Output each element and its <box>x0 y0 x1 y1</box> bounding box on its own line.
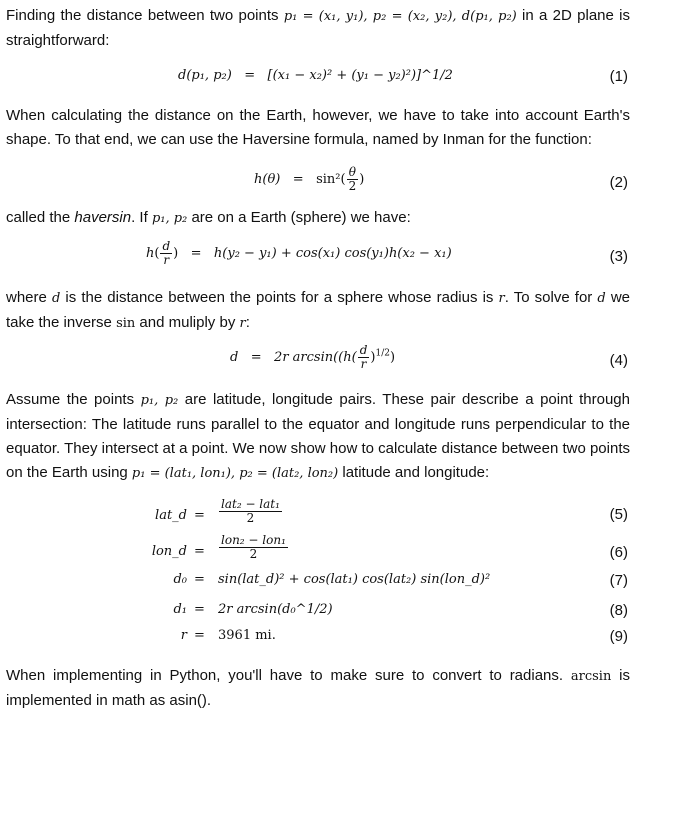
equation-4-lhs: d <box>230 350 239 365</box>
intro-text: Finding the distance between two points <box>6 7 284 24</box>
latlon-math2: p₁ = (lat₁, lon₁), p₂ = (lat₂, lon₂) <box>131 466 339 481</box>
equation-9-rel: = <box>194 628 205 643</box>
intro-math: p₁ = (x₁, y₁), p₂ = (x₂, y₂), d(p₁, p₂) <box>283 9 517 24</box>
haversine-paragraph: When calculating the distance on the Earth, however, we have to take into account Earth's shape. To that end, we can use the Haversine formula, named by Inman for the function: <box>6 107 630 148</box>
inverse-d: d <box>51 291 61 306</box>
equation-5-frac-num: lat₂ − lat₁ <box>221 497 280 511</box>
equation-4-sup: 1/2 <box>375 348 390 359</box>
inverse-d2: d <box>597 291 606 306</box>
latlon-text-c: latitude and longitude: <box>338 464 490 481</box>
equation-6 <box>0 534 675 568</box>
inverse-text-d: we take the inverse <box>6 289 630 331</box>
equation-5-number: (5) <box>609 506 628 523</box>
equation-4-body <box>230 344 395 371</box>
equation-5-rhs <box>218 498 283 525</box>
haversin-term: haversin <box>74 209 132 226</box>
equation-2-rel: = <box>292 172 304 187</box>
equation-5-frac-den: 2 <box>246 511 255 525</box>
equation-3-frac-den: r <box>163 253 170 267</box>
equation-6-frac-den: 2 <box>249 547 258 561</box>
equation-3-func: h <box>146 246 155 261</box>
equation-9-lhs: r <box>180 628 187 643</box>
equation-2 <box>0 166 675 192</box>
equation-4-rhs-b: ) <box>370 350 376 365</box>
equation-2-frac-den: 2 <box>348 179 357 193</box>
equation-5 <box>0 498 675 532</box>
equation-5-fraction <box>219 498 282 525</box>
equation-7-lhs: d₀ <box>173 572 187 587</box>
inverse-text-a: where <box>6 289 52 306</box>
latlon-text-b: are latitude, longitude pairs. These pair describe a point through intersection: The latitude runs parallel to the equator and longitude runs perpendicular to the equator. They intersect at a point. We now show how to calculate distance between two points on the Earth using <box>6 391 630 481</box>
equation-6-fraction <box>219 534 288 561</box>
inverse-paragraph <box>6 286 630 336</box>
equation-2-number: (2) <box>609 174 628 191</box>
equation-9 <box>0 624 675 648</box>
equation-7-rel: = <box>194 572 205 587</box>
equation-3-rel: = <box>190 246 202 261</box>
inverse-text-e: and muliply by <box>135 314 240 331</box>
equation-4-rhs-a: 2r arcsin((h( <box>274 350 357 365</box>
equation-9-number: (9) <box>609 628 628 645</box>
haversin-text: called the <box>6 209 75 226</box>
equation-8 <box>0 598 675 622</box>
equation-4-rhs-c: ) <box>389 350 396 365</box>
equation-9-rhs: 3961 mi. <box>218 628 276 643</box>
equation-8-rel: = <box>194 602 205 617</box>
equation-3-body: h( $\frac{d}{r}$ ) = h(y₂ − y₁) + cos(x₁) cos(y₁)h(x₂ − x₁) <box>146 239 452 267</box>
equation-4-number: (4) <box>609 352 628 369</box>
haversin-text-b: . If <box>131 209 152 226</box>
inverse-text-f: : <box>245 314 250 331</box>
equation-6-rel: = <box>194 544 205 559</box>
equation-4-fraction <box>358 344 370 371</box>
intro-paragraph <box>6 4 630 53</box>
equation-4-frac-den: r <box>360 357 367 371</box>
python-text-b: is implemented in math as asin(). <box>6 667 631 709</box>
python-paragraph <box>6 664 630 713</box>
equation-8-rhs: 2r arcsin(d₀^1/2) <box>218 602 333 617</box>
equation-4-rel: = <box>250 350 262 365</box>
equation-5-rel: = <box>194 508 205 523</box>
intro-text-end: in a 2D plane is straightforward: <box>6 7 630 49</box>
equation-6-number: (6) <box>609 544 628 561</box>
equation-7-rhs: sin(lat_d)² + cos(lat₁) cos(lat₂) sin(lon_d)² <box>218 572 491 587</box>
equation-2-func: sin² <box>316 172 341 187</box>
latlon-paragraph <box>6 388 630 486</box>
haversin-math: p₁, p₂ <box>151 211 188 226</box>
equation-4-frac-num: d <box>359 343 368 357</box>
equation-1 <box>0 64 675 90</box>
equation-6-lhs: lon_d <box>151 544 187 559</box>
equation-3-fraction <box>160 240 172 267</box>
equation-1-lhs: d(p₁, p₂) <box>178 68 232 83</box>
inverse-text-c: . To solve for <box>504 289 598 306</box>
equation-1-body <box>178 68 453 83</box>
latlon-math: p₁, p₂ <box>140 393 179 408</box>
equation-8-lhs: d₁ <box>173 602 187 617</box>
equation-8-number: (8) <box>609 602 628 619</box>
equation-3-rhs: h(y₂ − y₁) + cos(x₁) cos(y₁)h(x₂ − x₁) <box>213 246 452 261</box>
equation-4 <box>0 344 675 370</box>
haversin-paragraph <box>6 206 630 231</box>
equation-1-rhs: [(x₁ − x₂)² + (y₁ − y₂)²)]^1/2 <box>267 68 453 83</box>
latlon-text-a: Assume the points <box>6 391 141 408</box>
equation-3-frac-num: d <box>162 239 171 253</box>
equation-6-frac-num: lon₂ − lon₁ <box>221 533 286 547</box>
equation-1-rel: = <box>244 68 256 83</box>
equation-2-lhs: h(θ) <box>254 172 281 187</box>
haversin-text-c: are on a Earth (sphere) we have: <box>187 209 411 226</box>
inverse-r2: r <box>239 316 246 331</box>
equation-3 <box>0 240 675 266</box>
equation-7-number: (7) <box>609 572 628 589</box>
equation-5-lhs: lat_d <box>155 508 187 523</box>
equation-1-number: (1) <box>609 68 628 85</box>
python-arcsin: arcsin <box>570 669 612 684</box>
equation-3-number: (3) <box>609 248 628 265</box>
equation-6-rhs <box>218 534 289 561</box>
inverse-r: r <box>498 291 505 306</box>
inverse-text-b: is the distance between the points for a sphere whose radius is <box>60 289 499 306</box>
python-text-a: When implementing in Python, you'll have to make sure to convert to radians. <box>6 667 571 684</box>
inverse-sin: sin <box>116 316 136 331</box>
equation-7 <box>0 568 675 592</box>
equation-2-frac-num: θ <box>347 166 359 180</box>
equation-2-fraction <box>347 166 359 193</box>
equation-2-body: h(θ) = sin²( $\frac{\theta}{2}$ ) <box>254 165 365 193</box>
